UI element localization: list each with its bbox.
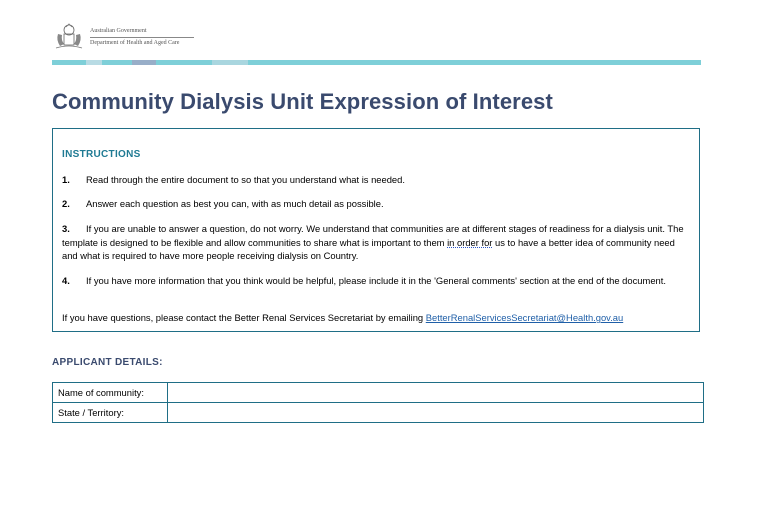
field-label: State / Territory: bbox=[53, 403, 168, 423]
department-name: Department of Health and Aged Care bbox=[90, 40, 180, 46]
field-label: Name of community: bbox=[53, 383, 168, 403]
instruction-number: 3. bbox=[62, 223, 70, 234]
instruction-item bbox=[62, 274, 686, 288]
contact-text: If you have questions, please contact the Better Renal Services Secretariat by emailing bbox=[62, 312, 426, 323]
org-name: Australian Government bbox=[90, 28, 147, 34]
accent-segment bbox=[86, 60, 102, 65]
instruction-text-continued: us to have a better idea of community need and what is required to have more people receiving dialysis on Country. bbox=[62, 236, 675, 261]
instructions-heading: INSTRUCTIONS bbox=[62, 149, 141, 160]
instruction-number: 1. bbox=[62, 174, 70, 185]
table-row bbox=[53, 383, 704, 403]
instruction-text: If you have more information that you think would be helpful, please include it in the 'General comments' section at the end of the document. bbox=[86, 275, 666, 286]
instruction-number: 4. bbox=[62, 275, 70, 286]
accent-segment bbox=[212, 60, 248, 65]
community-name-field[interactable] bbox=[168, 383, 704, 403]
instruction-text: If you are unable to answer a question, do not worry. We understand that communities are at different stages of readiness for a dialysis unit. The template is designed to be flexible and allow communities to share what is important to them bbox=[62, 223, 684, 248]
header-accent-bar bbox=[52, 60, 701, 65]
government-logo bbox=[52, 22, 252, 52]
instruction-item bbox=[62, 222, 686, 263]
applicant-details-heading: APPLICANT DETAILS: bbox=[52, 357, 163, 368]
table-row bbox=[53, 403, 704, 423]
instruction-text: Read through the entire document to so that you understand what is needed. bbox=[86, 174, 405, 185]
coat-of-arms-icon bbox=[52, 22, 86, 50]
logo-divider bbox=[90, 37, 194, 38]
instruction-item bbox=[62, 173, 686, 187]
accent-segment bbox=[132, 60, 156, 65]
grammar-flagged-text[interactable]: in order for bbox=[447, 236, 493, 248]
contact-email-link[interactable]: BetterRenalServicesSecretariat@Health.gov.au bbox=[425, 312, 624, 323]
instructions-box bbox=[52, 128, 700, 332]
state-territory-field[interactable] bbox=[168, 403, 704, 423]
contact-line bbox=[62, 311, 623, 325]
instruction-text: Answer each question as best you can, with as much detail as possible. bbox=[86, 198, 384, 209]
applicant-details-table bbox=[52, 382, 704, 423]
instruction-number: 2. bbox=[62, 198, 70, 209]
page-title: Community Dialysis Unit Expression of Interest bbox=[52, 89, 553, 114]
instruction-item bbox=[62, 197, 686, 211]
